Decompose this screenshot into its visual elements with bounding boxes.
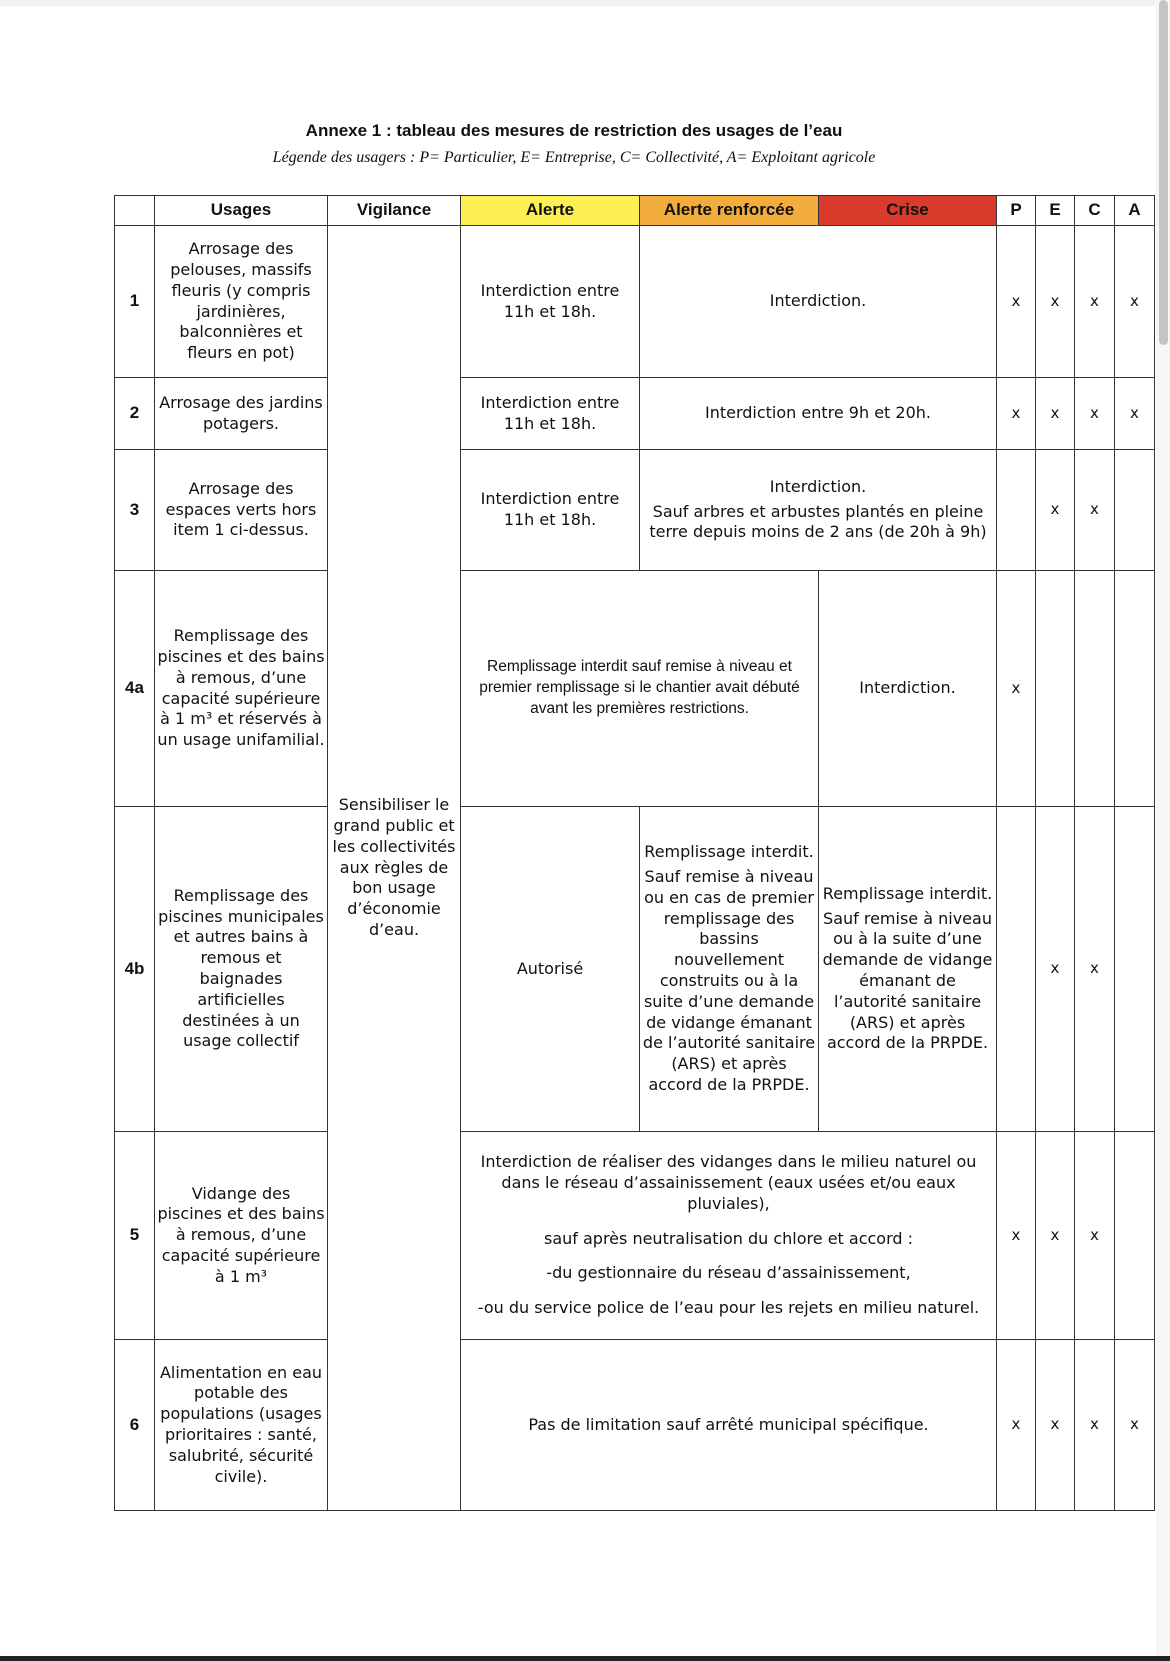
header-crise: Crise xyxy=(819,196,997,226)
header-number xyxy=(115,196,155,226)
header-c: C xyxy=(1075,196,1115,226)
renforcee-line: Remplissage interdit. xyxy=(644,842,814,862)
restriction-line: -ou du service police de l’eau pour les rejets en milieu naturel. xyxy=(477,1298,980,1318)
e-mark: x xyxy=(1036,378,1075,450)
p-mark: x xyxy=(997,226,1036,378)
crise-line: Sauf remise à niveau ou à la suite d’une demande de vidange émanant de l’autorité sanitaire (ARS) et après accord de la PRPDE. xyxy=(822,908,993,1053)
table-row xyxy=(115,450,1155,571)
restriction-table xyxy=(114,195,1155,1511)
p-mark: x xyxy=(997,1132,1036,1340)
renforcee-crise-cell xyxy=(640,450,997,571)
header-row xyxy=(115,196,1155,226)
alerte-cell: Interdiction entre 11h et 18h. xyxy=(461,450,640,571)
restriction-line: Interdiction de réaliser des vidanges dans le milieu naturel ou dans le réseau d’assainissement (eaux usées et/ou eaux pluviales), xyxy=(480,1152,977,1213)
table-row xyxy=(115,1340,1155,1511)
restriction-line: sauf après neutralisation du chlore et accord : xyxy=(543,1228,914,1248)
c-mark: x xyxy=(1075,226,1115,378)
a-mark: x xyxy=(1115,1340,1155,1511)
row-number: 6 xyxy=(115,1340,155,1511)
e-mark: x xyxy=(1036,807,1075,1132)
restriction-cell: Pas de limitation sauf arrêté municipal spécifique. xyxy=(461,1340,997,1511)
c-mark xyxy=(1075,571,1115,807)
header-usages: Usages xyxy=(155,196,328,226)
p-mark xyxy=(997,450,1036,571)
scrollbar-track[interactable] xyxy=(1156,0,1170,1656)
header-a: A xyxy=(1115,196,1155,226)
row-number: 1 xyxy=(115,226,155,378)
row-number: 3 xyxy=(115,450,155,571)
p-mark: x xyxy=(997,378,1036,450)
renforcee-crise-line: Interdiction. xyxy=(769,476,867,496)
row-number: 4a xyxy=(115,571,155,807)
document-title: Annexe 1 : tableau des mesures de restriction des usages de l’eau xyxy=(305,121,843,140)
usage-cell: Arrosage des espaces verts hors item 1 ci-dessus. xyxy=(155,450,328,571)
alerte-cell: Interdiction entre 11h et 18h. xyxy=(461,378,640,450)
p-mark xyxy=(997,807,1036,1132)
restriction-cell xyxy=(461,1132,997,1340)
alerte-cell: Autorisé xyxy=(461,807,640,1132)
user-legend: Légende des usagers : P= Particulier, E= Entreprise, C= Collectivité, A= Exploitant agricole xyxy=(272,149,876,166)
header-e: E xyxy=(1036,196,1075,226)
usage-cell: Arrosage des pelouses, massifs fleuris (y compris jardinières, balconnières et fleurs en pot) xyxy=(155,226,328,378)
usage-cell: Alimentation en eau potable des populations (usages prioritaires : santé, salubrité, sécurité civile). xyxy=(155,1340,328,1511)
header-p: P xyxy=(997,196,1036,226)
header-alerte: Alerte xyxy=(461,196,640,226)
crise-line: Remplissage interdit. xyxy=(822,883,993,903)
renforcee-cell xyxy=(640,807,819,1132)
renforcee-crise-cell: Interdiction entre 9h et 20h. xyxy=(640,378,997,450)
usage-cell: Arrosage des jardins potagers. xyxy=(155,378,328,450)
c-mark: x xyxy=(1075,807,1115,1132)
alerte-renforcee-cell: Remplissage interdit sauf remise à niveau et premier remplissage si le chantier avait débuté avant les premières restrictions. xyxy=(461,571,819,807)
a-mark xyxy=(1115,807,1155,1132)
e-mark: x xyxy=(1036,1340,1075,1511)
crise-cell xyxy=(819,807,997,1132)
usage-cell: Remplissage des piscines et des bains à remous, d’une capacité supérieure à 1 m³ et réservés à un usage unifamilial. xyxy=(155,571,328,807)
header-vigilance: Vigilance xyxy=(328,196,461,226)
c-mark: x xyxy=(1075,450,1115,571)
a-mark xyxy=(1115,571,1155,807)
table-row xyxy=(115,807,1155,1132)
row-number: 2 xyxy=(115,378,155,450)
row-number: 4b xyxy=(115,807,155,1132)
header-alerte-renforcee: Alerte renforcée xyxy=(640,196,819,226)
e-mark xyxy=(1036,571,1075,807)
restriction-line: -du gestionnaire du réseau d’assainissement, xyxy=(546,1263,911,1283)
table-row xyxy=(115,571,1155,807)
e-mark: x xyxy=(1036,1132,1075,1340)
a-mark xyxy=(1115,1132,1155,1340)
c-mark: x xyxy=(1075,1132,1115,1340)
p-mark: x xyxy=(997,571,1036,807)
row-number: 5 xyxy=(115,1132,155,1340)
renforcee-line: Sauf remise à niveau ou en cas de premier remplissage des bassins nouvellement construits ou à la suite d’une demande de vidange émanant de l’autorité sanitaire (ARS) et après accord de la PRPDE. xyxy=(642,867,816,1094)
c-mark: x xyxy=(1075,378,1115,450)
renforcee-crise-cell: Interdiction. xyxy=(640,226,997,378)
vigilance-cell: Sensibiliser le grand public et les collectivités aux règles de bon usage d’économie d’eau. xyxy=(328,226,461,1511)
c-mark: x xyxy=(1075,1340,1115,1511)
table-row xyxy=(115,226,1155,378)
a-mark xyxy=(1115,450,1155,571)
e-mark: x xyxy=(1036,450,1075,571)
a-mark: x xyxy=(1115,226,1155,378)
e-mark: x xyxy=(1036,226,1075,378)
table-row xyxy=(115,378,1155,450)
page-top-edge xyxy=(0,0,1170,6)
crise-cell: Interdiction. xyxy=(819,571,997,807)
alerte-cell: Interdiction entre 11h et 18h. xyxy=(461,226,640,378)
usage-cell: Vidange des piscines et des bains à remous, d’une capacité supérieure à 1 m³ xyxy=(155,1132,328,1340)
usage-cell: Remplissage des piscines municipales et autres bains à remous et baignades artificielles destinées à un usage collectif xyxy=(155,807,328,1132)
a-mark: x xyxy=(1115,378,1155,450)
table-row xyxy=(115,1132,1155,1340)
p-mark: x xyxy=(997,1340,1036,1511)
renforcee-crise-line: Sauf arbres et arbustes plantés en pleine terre depuis moins de 2 ans (de 20h à 9h) xyxy=(649,501,987,542)
bottom-edge xyxy=(0,1656,1170,1661)
scrollbar-thumb[interactable] xyxy=(1159,0,1168,345)
